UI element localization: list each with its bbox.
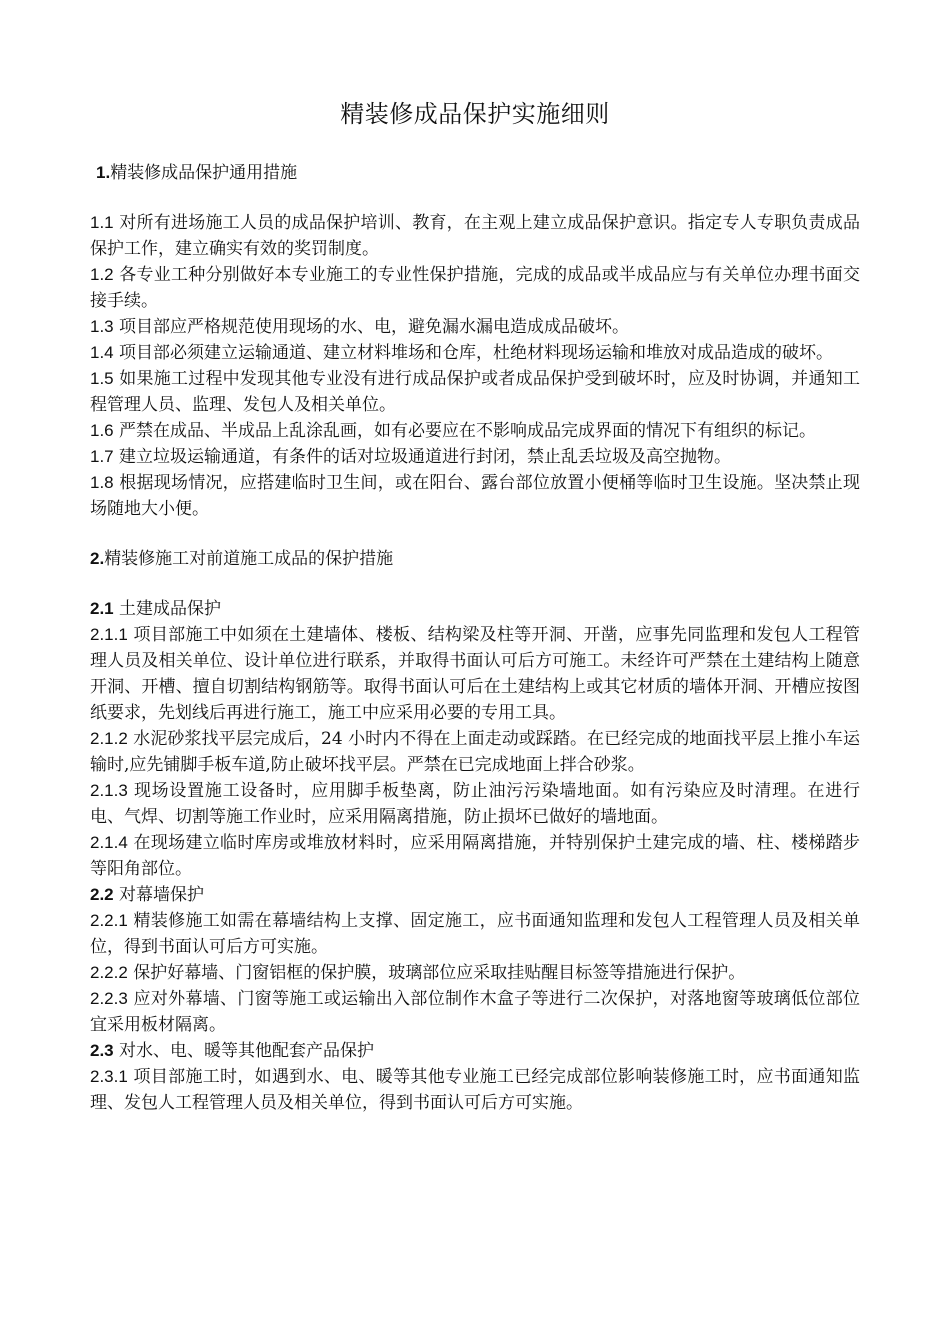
paragraph-1-5 (90, 366, 860, 418)
section-heading-1 (90, 160, 860, 186)
paragraph-2-3-1 (90, 1064, 860, 1116)
item-text: 建立垃圾运输通道，有条件的话对垃圾通道进行封闭，禁止乱丢垃圾及高空抛物。 (119, 447, 732, 467)
paragraph-2-1-4 (90, 830, 860, 882)
item-number: 1.4 (90, 343, 114, 362)
item-number: 1.1 (90, 213, 114, 232)
item-text: 根据现场情况，应搭建临时卫生间，或在阳台、露台部位放置小便桶等临时卫生设施。坚决禁止现场随地大小便。 (90, 473, 861, 519)
item-text: 项目部施工时，如遇到水、电、暖等其他专业施工已经完成部位影响装修施工时，应书面通知监理、发包人工程管理人员及相关单位，得到书面认可后方可实施。 (90, 1067, 861, 1113)
subsection-number: 2.1 (90, 599, 114, 618)
item-number: 1.6 (90, 421, 114, 440)
document-body (90, 160, 860, 1116)
section-number: 2. (90, 549, 105, 568)
item-text: 在现场建立临时库房或堆放材料时，应采用隔离措施，并特别保护土建完成的墙、柱、楼梯踏步等阳角部位。 (90, 833, 861, 879)
item-number: 2.1.2 (90, 729, 128, 748)
item-number: 1.3 (90, 317, 114, 336)
item-text: 严禁在成品、半成品上乱涂乱画，如有必要应在不影响成品完成界面的情况下有组织的标记。 (119, 421, 817, 441)
item-text: 精装修施工如需在幕墙结构上支撑、固定施工，应书面通知监理和发包人工程管理人员及相关单位，得到书面认可后方可实施。 (90, 911, 861, 957)
item-number: 2.2.3 (90, 989, 128, 1008)
subsection-heading-text: 土建成品保护 (119, 599, 222, 619)
item-text: 水泥砂浆找平层完成后，24 小时内不得在上面走动或踩踏。在已经完成的地面找平层上推小车运输时,应先铺脚手板车道,防止破坏找平层。严禁在已完成地面上拌合砂浆。 (90, 729, 860, 775)
section-heading-2 (90, 546, 860, 572)
subsection-number: 2.2 (90, 885, 114, 904)
document-title: 精装修成品保护实施细则 (340, 100, 610, 128)
paragraph-2-2-2 (90, 960, 860, 986)
item-text: 项目部应严格规范使用现场的水、电，避免漏水漏电造成成品破坏。 (119, 317, 630, 337)
paragraph-1-4 (90, 340, 860, 366)
paragraph-1-2 (90, 262, 860, 314)
item-text: 现场设置施工设备时，应用脚手板垫离，防止油污污染墙地面。如有污染应及时清理。在进行电、气焊、切割等施工作业时，应采用隔离措施，防止损坏已做好的墙地面。 (90, 781, 861, 827)
item-text: 项目部必须建立运输通道、建立材料堆场和仓库，杜绝材料现场运输和堆放对成品造成的破坏。 (119, 343, 834, 363)
item-number: 2.2.1 (90, 911, 128, 930)
paragraph-1-7 (90, 444, 860, 470)
item-number: 1.2 (90, 265, 114, 284)
paragraph-2-1-3 (90, 778, 860, 830)
paragraph-1-1 (90, 210, 860, 262)
item-text: 如果施工过程中发现其他专业没有进行成品保护或者成品保护受到破坏时，应及时协调，并通知工程管理人员、监理、发包人及相关单位。 (90, 369, 861, 415)
item-number: 1.7 (90, 447, 114, 466)
paragraph-2-2-1 (90, 908, 860, 960)
item-text: 各专业工种分别做好本专业施工的专业性保护措施，完成的成品或半成品应与有关单位办理书面交接手续。 (90, 265, 861, 311)
paragraph-1-8 (90, 470, 860, 522)
subsection-heading-2-2 (90, 882, 860, 908)
subsection-heading-text: 对幕墙保护 (119, 885, 205, 905)
subsection-heading-2-3 (90, 1038, 860, 1064)
subsection-number: 2.3 (90, 1041, 114, 1060)
item-number: 1.8 (90, 473, 114, 492)
item-text: 对所有进场施工人员的成品保护培训、教育，在主观上建立成品保护意识。指定专人专职负责成品保护工作，建立确实有效的奖罚制度。 (90, 213, 861, 259)
section-heading-text: 精装修施工对前道施工成品的保护措施 (104, 549, 394, 569)
item-text: 应对外幕墙、门窗等施工或运输出入部位制作木盒子等进行二次保护，对落地窗等玻璃低位部位宜采用板材隔离。 (90, 989, 861, 1035)
paragraph-1-6 (90, 418, 860, 444)
paragraph-2-2-3 (90, 986, 860, 1038)
subsection-heading-text: 对水、电、暖等其他配套产品保护 (119, 1041, 375, 1061)
item-number: 1.5 (90, 369, 114, 388)
item-number: 2.3.1 (90, 1067, 128, 1086)
item-number: 2.2.2 (90, 963, 128, 982)
item-number: 2.1.1 (90, 625, 128, 644)
section-number: 1. (96, 163, 111, 182)
item-number: 2.1.3 (90, 781, 128, 800)
section-heading-text: 精装修成品保护通用措施 (110, 163, 298, 183)
subsection-heading-2-1 (90, 596, 860, 622)
item-number: 2.1.4 (90, 833, 128, 852)
paragraph-1-3 (90, 314, 860, 340)
paragraph-2-1-1 (90, 622, 860, 726)
paragraph-2-1-2 (90, 726, 860, 778)
item-text: 项目部施工中如须在土建墙体、楼板、结构梁及柱等开洞、开凿，应事先同监理和发包人工程管理人员及相关单位、设计单位进行联系，并取得书面认可后方可施工。未经许可严禁在土建结构上随意开洞、开槽、擅自切割结构钢筋等。取得书面认可后在土建结构上或其它材质的墙体开洞、开槽应按图纸要求，先划线后再进行施工，施工中应采用必要的专用工具。 (90, 625, 861, 723)
item-text: 保护好幕墙、门窗铝框的保护膜，玻璃部位应采取挂贴醒目标签等措施进行保护。 (133, 963, 746, 983)
